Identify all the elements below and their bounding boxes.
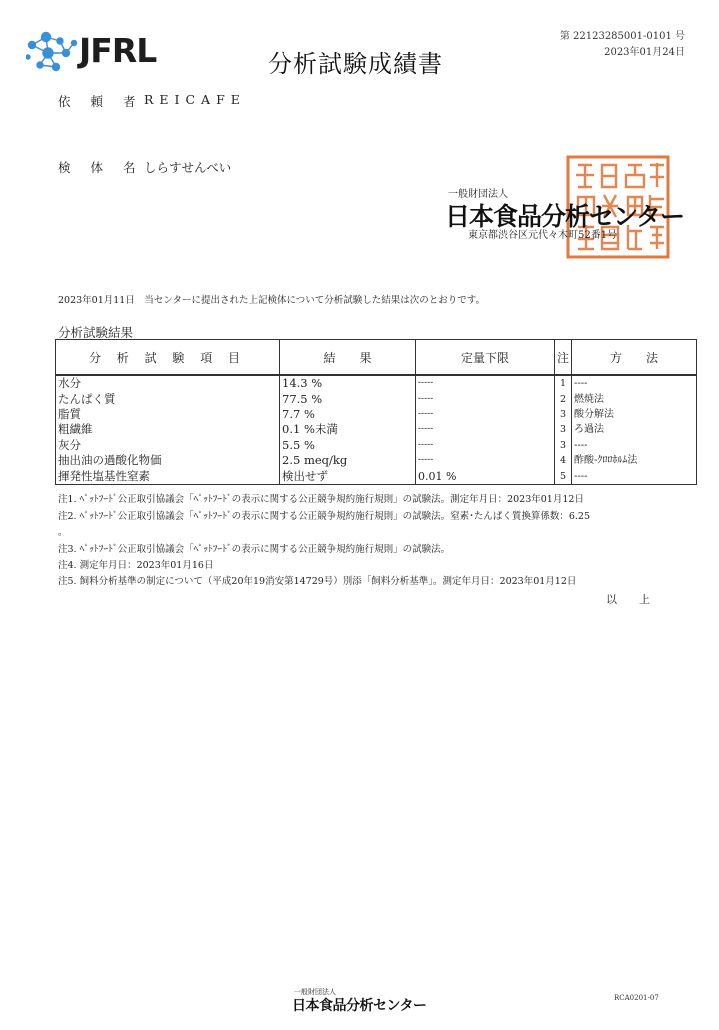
header-method: 方 法 [572,340,697,376]
cell-limit: 0.01 % [416,468,555,484]
cell-result: 検出せず [280,468,416,484]
table-row [56,468,697,484]
cell-note: 4 [555,453,572,468]
table-row [56,407,697,422]
cell-limit: ----- [416,438,555,453]
cell-method: 酢酸-ｸﾛﾛﾎﾙﾑ法 [572,453,697,468]
cell-item: たんぱく質 [56,391,280,406]
cell-note: 3 [555,422,572,437]
header-result: 結 果 [280,340,416,376]
cell-note: 5 [555,468,572,484]
section-title: 分析試験結果 [58,325,134,340]
cell-limit: ----- [416,453,555,468]
cell-result: 2.5 meq/kg [280,453,416,468]
cell-result: 5.5 % [280,438,416,453]
sample-value: しらすせんべい [144,160,232,175]
client-label: 依 頼 者 [58,94,144,109]
note-3: 注3. ﾍﾟｯﾄﾌｰﾄﾞ公正取引協議会「ﾍﾟｯﾄﾌｰﾄﾞの表示に関する公正競争規約施行規則」の試験法。 [58,544,451,555]
page-title: 分析試験成績書 [268,50,443,78]
logo-text: JFRL [79,31,157,70]
table-row [56,453,697,468]
sample-label: 検 体 名 [58,160,144,175]
table-row [56,422,697,437]
cell-result: 14.3 % [280,375,416,391]
cell-item: 抽出油の過酸化物価 [56,453,280,468]
report-number: 第 22123285001-0101 号 [559,31,685,42]
results-table [55,339,697,485]
cell-result: 7.7 % [280,407,416,422]
cell-method: ---- [572,375,697,391]
note-1: 注1. ﾍﾟｯﾄﾌｰﾄﾞ公正取引協議会「ﾍﾟｯﾄﾌｰﾄﾞの表示に関する公正競争規約施行規則」の試験法。測定年月日：2023年01月12日 [58,494,584,505]
cell-method: ---- [572,468,697,484]
cell-note: 1 [555,375,572,391]
header-item: 分 析 試 験 項 目 [56,340,280,376]
header-limit: 定量下限 [416,340,555,376]
cell-note: 3 [555,407,572,422]
note-2: 注2. ﾍﾟｯﾄﾌｰﾄﾞ公正取引協議会「ﾍﾟｯﾄﾌｰﾄﾞの表示に関する公正競争規約施行規則」の試験法。窒素･たんぱく質換算係数：6.25 [58,511,590,522]
note-5: 注5. 飼料分析基準の制定について（平成20年19消安第14729号）別添「飼料分析基準」。測定年月日：2023年01月12日 [58,576,577,587]
cell-method: ---- [572,438,697,453]
form-code: RCA0201-07 [614,994,659,1002]
report-date: 2023年01月24日 [604,47,685,58]
cell-limit: ----- [416,407,555,422]
cell-result: 0.1 %未満 [280,422,416,437]
organization-address: 東京都渋谷区元代々木町52番1号 [468,230,618,241]
cell-item: 灰分 [56,438,280,453]
cell-method: 酸分解法 [572,407,697,422]
cell-item: 揮発性塩基性窒素 [56,468,280,484]
cell-note: 3 [555,438,572,453]
note-2-continuation: 。 [58,527,68,538]
intro-text: 2023年01月11日 当センターに提出された上記検体について分析試験した結果は次のとおりです。 [58,295,486,306]
organization-type: 一般財団法人 [448,189,508,200]
cell-method: 燃焼法 [572,391,697,406]
cell-item: 脂質 [56,407,280,422]
cell-note: 2 [555,391,572,406]
cell-result: 77.5 % [280,391,416,406]
table-row [56,375,697,391]
footer-organization-name: 日本食品分析センター [292,998,427,1014]
cell-limit: ----- [416,422,555,437]
closing-text: 以上 [606,593,672,606]
cell-item: 粗繊維 [56,422,280,437]
table-row [56,438,697,453]
cell-limit: ----- [416,391,555,406]
note-4: 注4. 測定年月日：2023年01月16日 [58,560,214,571]
cell-item: 水分 [56,375,280,391]
organization-name: 日本食品分析センター [445,202,685,231]
cell-method: ろ過法 [572,422,697,437]
header-note: 注 [555,340,572,376]
table-row [56,391,697,406]
footer-organization-type: 一般財団法人 [294,988,336,996]
client-value: REICAFE [144,92,246,107]
cell-limit: ----- [416,375,555,391]
table-header-row [56,340,697,376]
